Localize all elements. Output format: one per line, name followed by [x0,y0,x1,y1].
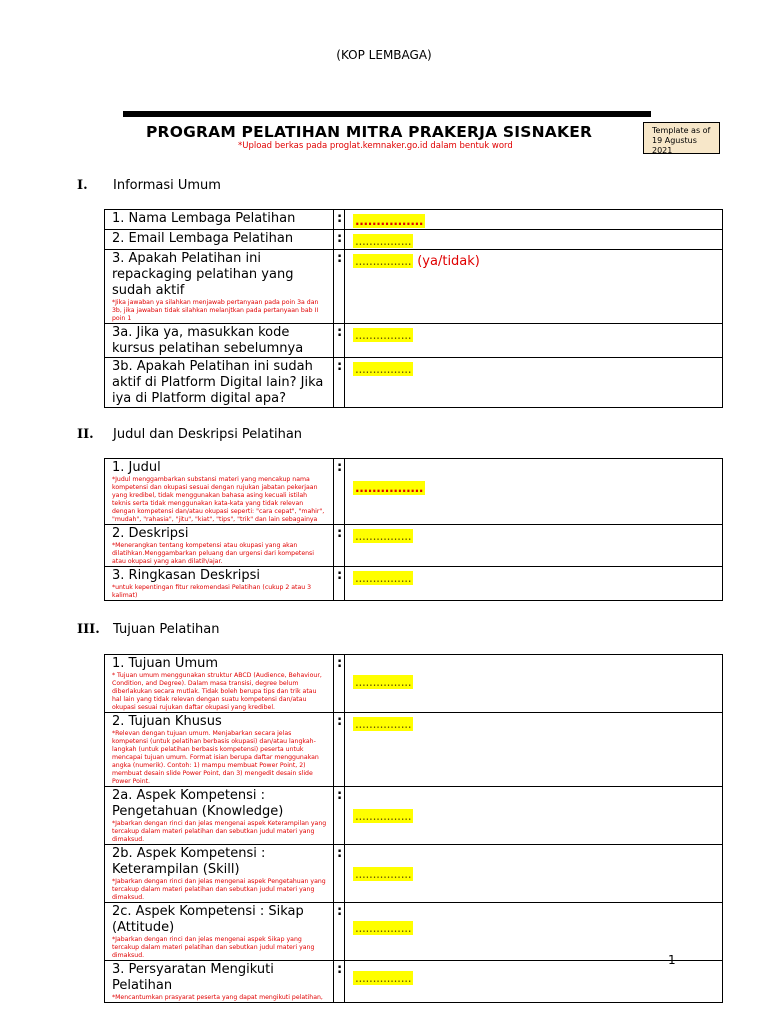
answer-cell[interactable] [345,713,723,787]
question-label: 3. Apakah Pelatihan ini repackaging pelatihan yang sudah aktif [112,251,294,298]
colon: : [334,713,345,787]
page-title: PROGRAM PELATIHAN MITRA PRAKERJA SISNAKER [146,123,593,141]
section-table [104,654,723,1003]
section-title: Tujuan Pelatihan [113,622,220,637]
colon: : [334,230,345,250]
answer-placeholder[interactable]: ................ [355,254,412,268]
section-heading [77,427,302,442]
form-row [105,903,723,961]
question-label: 1. Nama Lembaga Pelatihan [112,211,296,226]
colon: : [334,250,345,324]
section-number: I. [77,178,88,193]
question-note: * Tujuan umum menggunakan struktur ABCD (Audience, Behaviour, Condition, and Degree). Dalam masa transisi, degree belum diberlakukan secara mutlak. Tidak boleh berupa tips dan trik atau hal lain yang tidak relevan dengan suatu kompetensi dan/atau okupasi sesuai rujukan daftar okupasi yang kredibel. [112,672,322,711]
question-cell [105,459,334,525]
answer-cell[interactable] [345,210,723,230]
form-row [105,567,723,601]
section-title: Judul dan Deskripsi Pelatihan [113,427,303,442]
answer-placeholder[interactable]: ................ [355,971,412,985]
question-cell [105,250,334,324]
question-cell [105,961,334,1003]
answer-placeholder[interactable]: ................ [355,921,412,935]
question-label: 2. Email Lembaga Pelatihan [112,231,294,246]
form-row [105,324,723,358]
section-heading [77,622,220,637]
section-heading [77,178,221,193]
question-cell [105,567,334,601]
question-note: *Jika jawaban ya silahkan menjawab pertanyaan pada poin 3a dan 3b, jika jawaban tidak silahkan melanjtkan pada pertanyaan bab II poin 1 [112,299,319,322]
question-label: 2b. Aspek Kompetensi : Keterampilan (Skill) [112,846,266,877]
question-note: *Jabarkan dengan rinci dan jelas mengenai aspek Keterampilan yang tercakup dalam materi pelatihan dan sebutkan judul materi yang dimaksud. [112,820,327,843]
question-note: *Relevan dengan tujuan umum. Menjabarkan secara jelas kompetensi (untuk pelatihan berbasis okupasi) dan/atau langkah-langkah (untuk pelatihan berbasis kompetensi) peserta untuk mencapai tujuan umum. Format isian berupa daftar menggunakan angka (numerik). Contoh: 1) mampu membuat Power Point, 2) membuat desain slide Power Point, dan 3) mengedit desain slide Power Point. [112,730,319,785]
form-row [105,655,723,713]
question-note: *Mencantumkan prasyarat peserta yang dapat mengikuti pelatihan, [112,994,323,1001]
question-label: 3a. Jika ya, masukkan kode kursus pelatihan sebelumnya [112,325,304,356]
answer-cell[interactable] [345,324,723,358]
template-badge-line: Template as of [652,126,711,135]
colon: : [334,655,345,713]
question-cell [105,358,334,408]
question-cell [105,713,334,787]
answer-options: (ya/tidak) [417,254,480,269]
colon: : [334,787,345,845]
question-label: 2. Tujuan Khusus [112,714,222,729]
section-table [104,458,723,601]
answer-cell[interactable] [345,230,723,250]
form-row [105,358,723,408]
colon: : [334,567,345,601]
question-label: 3. Ringkasan Deskripsi [112,568,260,583]
question-cell [105,787,334,845]
upload-note: *Upload berkas pada proglat.kemnaker.go.id dalam bentuk word [238,141,513,151]
answer-cell[interactable] [345,961,723,1003]
colon: : [334,210,345,230]
answer-cell[interactable] [345,525,723,567]
answer-cell[interactable] [345,655,723,713]
section-table [104,209,723,408]
colon: : [334,845,345,903]
answer-cell[interactable] [345,358,723,408]
answer-placeholder[interactable]: ................ [355,529,412,543]
form-row [105,713,723,787]
question-label: 2a. Aspek Kompetensi : Pengetahuan (Knowledge) [112,788,284,819]
answer-placeholder[interactable]: ................ [355,571,412,585]
colon: : [334,324,345,358]
answer-placeholder[interactable]: ................ [355,362,412,376]
answer-cell[interactable] [345,567,723,601]
question-label: 3b. Apakah Pelatihan ini sudah aktif di Platform Digital lain? Jika iya di Platform digital apa? [112,359,324,406]
answer-cell[interactable] [345,903,723,961]
form-row [105,250,723,324]
form-row [105,525,723,567]
question-cell [105,845,334,903]
question-cell [105,230,334,250]
question-label: 2c. Aspek Kompetensi : Sikap (Attitude) [112,904,304,935]
question-note: *Menerangkan tentang kompetensi atau okupasi yang akan dilatihkan.Menggambarkan peluang dan urgensi dari kompetensi atau okupasi yang akan dilatih/ajar. [112,542,315,565]
colon: : [334,903,345,961]
question-label: 1. Judul [112,460,161,475]
question-cell [105,324,334,358]
page-number: 1 [668,953,676,967]
question-cell [105,210,334,230]
question-note: *Jabarkan dengan rinci dan jelas mengenai aspek Sikap yang tercakup dalam materi pelatihan dan sebutkan judul materi yang dimaksud. [112,936,315,959]
question-note: *untuk kepentingan fitur rekomendasi Pelatihan (cukup 2 atau 3 kalimat) [112,584,312,599]
question-label: 2. Deskripsi [112,526,189,541]
form-row [105,230,723,250]
answer-placeholder[interactable]: ................ [355,234,412,248]
question-cell [105,655,334,713]
form-row [105,845,723,903]
answer-cell[interactable] [345,250,723,324]
colon: : [334,358,345,408]
section-title: Informasi Umum [113,178,221,193]
answer-placeholder[interactable]: ................ [355,481,424,495]
answer-placeholder[interactable]: ................ [355,809,412,823]
form-row [105,459,723,525]
answer-placeholder[interactable]: ................ [355,328,412,342]
section-number: II. [77,427,94,442]
answer-placeholder[interactable]: ................ [355,867,412,881]
form-row [105,210,723,230]
template-badge-line: 19 Agustus 2021 [652,136,697,155]
header-rule [123,111,651,117]
answer-cell[interactable] [345,787,723,845]
form-row [105,961,723,1003]
question-note: *Jabarkan dengan rinci dan jelas mengenai aspek Pengetahuan yang tercakup dalam materi pelatihan dan sebutkan judul materi yang dimaksud. [112,878,326,901]
question-label: 1. Tujuan Umum [112,656,219,671]
answer-placeholder[interactable]: ................ [355,675,412,689]
colon: : [334,961,345,1003]
answer-cell[interactable] [345,845,723,903]
answer-placeholder[interactable]: ................ [355,214,424,228]
question-cell [105,903,334,961]
question-note: *Judul menggambarkan substansi materi yang mencakup nama kompetensi dan okupasi sesuai dengan rujukan jabatan pekerjaan yang kredibel, tidak menggunakan bahasa asing kecuali istilah teknis serta tidak menggunakan kata-kata yang tidak relevan dengan kompetensi dan/atau okupasi seperti: "cara cepat", "mahir", "mudah", "rahasia", "jitu", "kiat", "tips", "trik" dan lain sebagainya [112,476,325,523]
question-label: 3. Persyaratan Mengikuti Pelatihan [112,962,274,993]
kop-lembaga: (KOP LEMBAGA) [336,48,432,62]
section-number: III. [77,622,100,637]
form-row [105,787,723,845]
answer-placeholder[interactable]: ................ [355,717,412,731]
template-badge [643,122,720,154]
colon: : [334,525,345,567]
colon: : [334,459,345,525]
question-cell [105,525,334,567]
answer-cell[interactable] [345,459,723,525]
